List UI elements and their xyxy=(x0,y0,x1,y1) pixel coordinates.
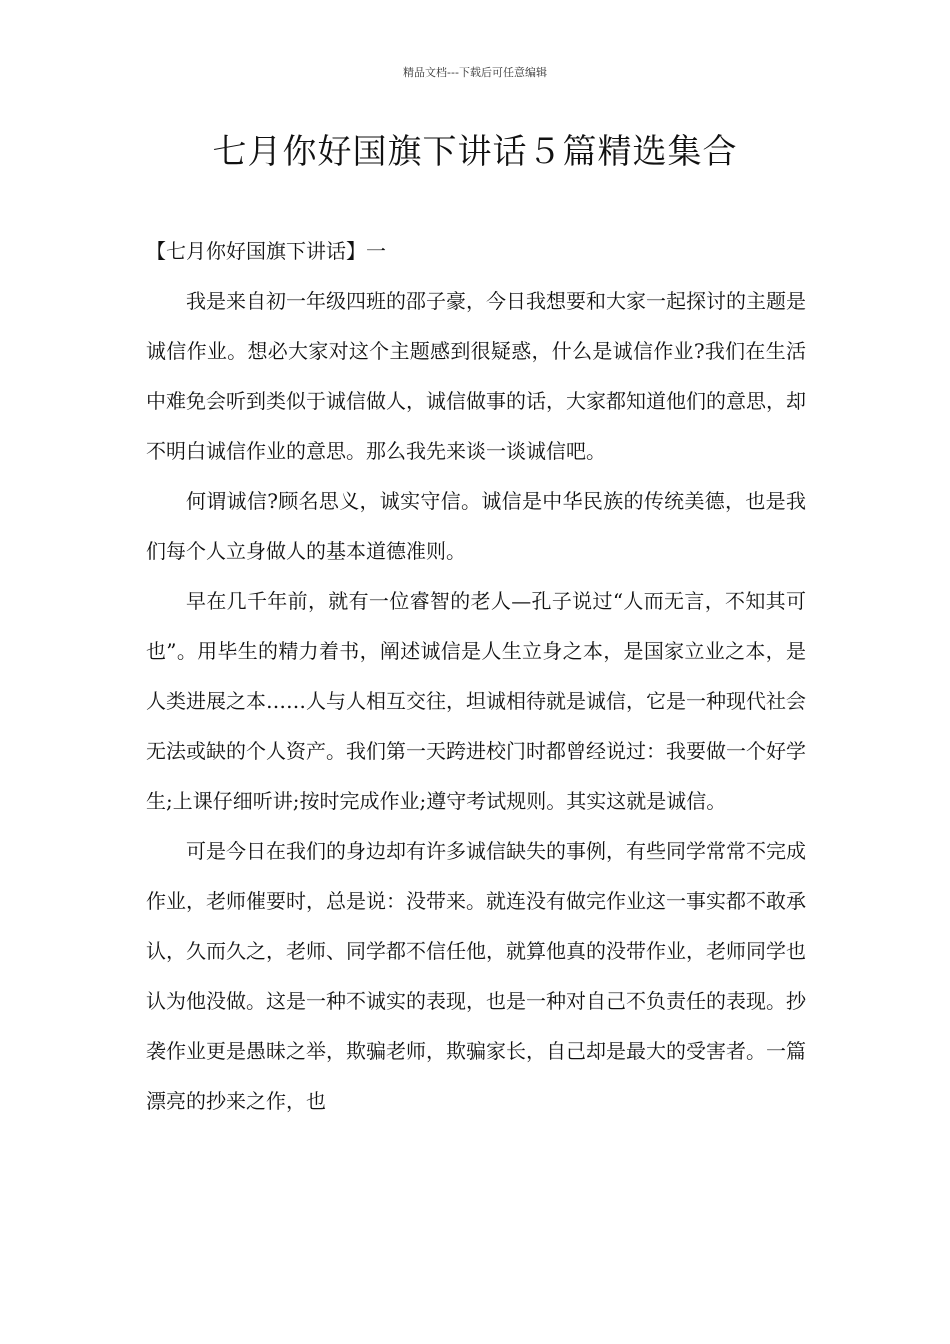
paragraph: 早在几千年前，就有一位睿智的老人—孔子说过“人而无言，不知其可也”。用毕生的精力着书，阐述诚信是人生立身之本，是国家立业之本，是人类进展之本……人与人相互交往，坦诚相待就是诚信，它是一种现代社会无法或缺的个人资产。我们第一天跨进校门时都曾经说过：我要做一个好学生;上课仔细听讲;按时完成作业;遵守考试规则。其实这就是诚信。 xyxy=(146,589,806,813)
header-note: 精品文档---下载后可任意编辑 xyxy=(403,66,547,79)
document-title: 七月你好国旗下讲话５篇精选集合 xyxy=(212,132,738,172)
paragraph: 可是今日在我们的身边却有许多诚信缺失的事例，有些同学常常不完成作业，老师催要时，总是说：没带来。就连没有做完作业这一事实都不敢承认，久而久之，老师、同学都不信任他，就算他真的没带作业，老师同学也认为他没做。这是一种不诚实的表现，也是一种对自己不负责任的表现。抄袭作业更是愚昧之举，欺骗老师，欺骗家长，自己却是最大的受害者。一篇漂亮的抄来之作，也 xyxy=(146,839,806,1113)
paragraph: 何谓诚信?顾名思义，诚实守信。诚信是中华民族的传统美德，也是我们每个人立身做人的基本道德准则。 xyxy=(146,489,806,563)
paragraph: 我是来自初一年级四班的邵子豪，今日我想要和大家一起探讨的主题是诚信作业。想必大家对这个主题感到很疑惑，什么是诚信作业?我们在生活中难免会听到类似于诚信做人，诚信做事的话，大家都知道他们的意思，却不明白诚信作业的意思。那么我先来谈一谈诚信吧。 xyxy=(146,289,806,463)
document-body xyxy=(146,226,806,1126)
section-heading: 【七月你好国旗下讲话】一 xyxy=(146,239,386,263)
